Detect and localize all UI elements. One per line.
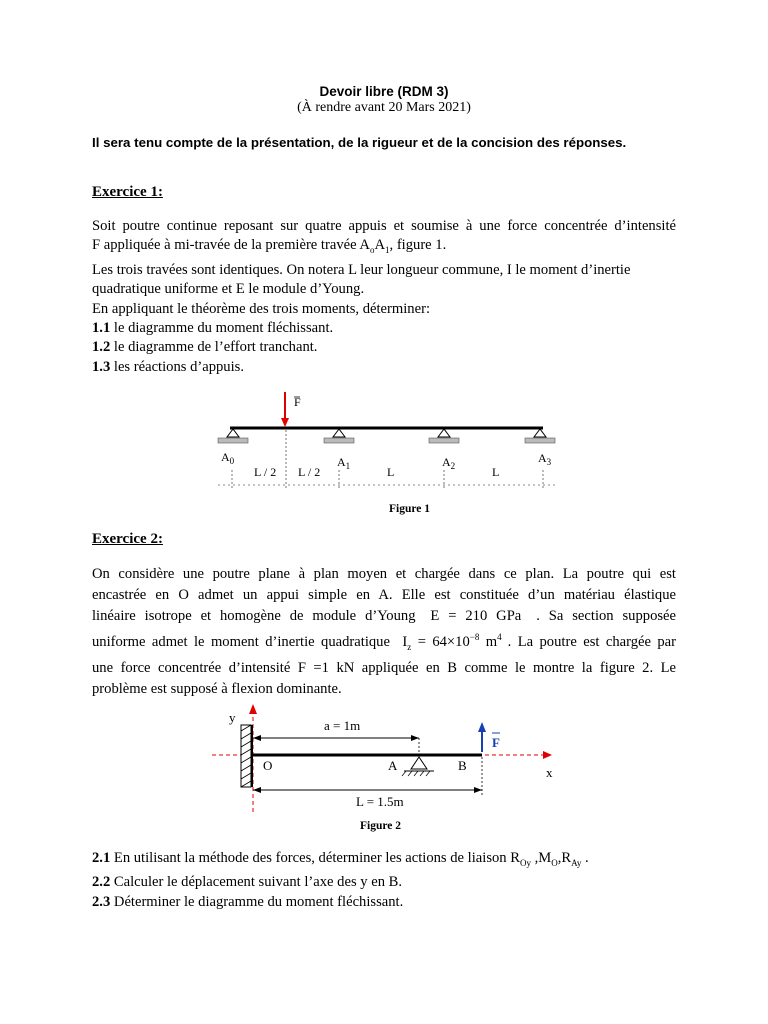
ex1-item-3: 1.3 les réactions d’appuis. bbox=[92, 358, 244, 375]
fig2-y-label: y bbox=[229, 710, 236, 725]
ex2-line-5: une force concentrée d’intensité F =1 kN appliquée en B comme le montre la figure 2. Le bbox=[92, 659, 676, 676]
fig2-label-B: B bbox=[458, 758, 467, 773]
ex2-inertia: $I_z = 64\times 10^{-8}$ $m^4$ bbox=[402, 632, 502, 652]
fig1-force-arrowhead bbox=[281, 418, 289, 427]
fig1-support-A3 bbox=[525, 429, 555, 443]
page-title: Devoir libre (RDM 3) bbox=[319, 84, 449, 99]
fig1-force-label: F bbox=[294, 395, 301, 409]
ex2-line-1: On considère une poutre plane à plan moyen et chargée dans ce plan. La poutre qui est bbox=[92, 566, 676, 582]
exercise-2-questions bbox=[92, 849, 692, 912]
fig1-label-A0: $A_0$ bbox=[221, 450, 235, 466]
exercise-2-text bbox=[92, 564, 676, 700]
fig1-support-A2 bbox=[429, 429, 459, 443]
ex1-p1b-sub0: o bbox=[369, 245, 375, 256]
fig2-caption: Figure 2 bbox=[360, 820, 401, 832]
ex1-p1b-a: A bbox=[374, 237, 386, 254]
ex1-p1b-pre: F appliquée à mi-travée de la première travée A bbox=[92, 237, 370, 254]
notice: Il sera tenu compte de la présentation, de la rigueur et de la concision des réponses. bbox=[92, 135, 627, 150]
fig2-L-label: L = 1.5m bbox=[356, 794, 404, 809]
figure-1 bbox=[0, 385, 768, 520]
ex1-p2: Les trois travées sont identiques. On notera L leur longueur commune, I le moment d’inertie quadratique uniforme et E le module d’Young. bbox=[92, 261, 631, 298]
ex2-young-modulus: E = 210 GPa bbox=[430, 608, 522, 624]
page-subtitle: (À rendre avant 20 Mars 2021) bbox=[297, 100, 471, 115]
exercise-2-heading: Exercice 2: bbox=[92, 531, 163, 547]
question-2-3: 2.3 Déterminer le diagramme du moment fléchissant. bbox=[92, 893, 404, 910]
ex1-p1b-sub1: 1 bbox=[385, 245, 390, 256]
fig1-label-A2: $A_2$ bbox=[442, 455, 456, 471]
ex2-line-4: uniforme admet le moment d’inertie quadratique $I_z = 64\times 10^{-8}$ $m^4$ . La poutre est chargée par bbox=[92, 632, 677, 652]
exercise-1-text bbox=[92, 217, 676, 377]
fig1-support-A0 bbox=[218, 429, 248, 443]
ex2-line-3: linéaire isotrope et homogène de module d’Young E = 210 GPa . Sa section supposée bbox=[92, 608, 676, 624]
question-2-2: 2.2 Calculer le déplacement suivant l’axe des y en B. bbox=[92, 874, 403, 891]
exercise-1-heading: Exercice 1: bbox=[92, 184, 163, 200]
fig2-label-O: O bbox=[263, 758, 273, 773]
fig2-force-arrowhead bbox=[478, 722, 486, 732]
ex1-item-2: 1.2 le diagramme de l’effort tranchant. bbox=[92, 339, 318, 356]
fig1-span-3: L bbox=[387, 465, 395, 479]
fig1-label-A3: $A_3$ bbox=[538, 451, 552, 467]
fig2-force-label: F bbox=[492, 735, 500, 750]
ex1-p1a: Soit poutre continue reposant sur quatre appuis et soumise à une force concentrée d’intensité bbox=[92, 218, 676, 234]
ex2-line-6: problème est supposé à flexion dominante. bbox=[92, 680, 342, 697]
fig1-span-1: L / 2 bbox=[254, 465, 277, 479]
figure-2 bbox=[0, 695, 768, 840]
fig2-x-label: x bbox=[546, 765, 553, 780]
fig2-label-A: A bbox=[388, 758, 398, 773]
fig1-span-4: L bbox=[492, 465, 500, 479]
ex1-p3: En appliquant le théorème des trois moments, déterminer: bbox=[92, 300, 430, 317]
fig1-label-A1: $A_1$ bbox=[337, 455, 351, 471]
fig2-a-label: a = 1m bbox=[324, 718, 361, 733]
ex1-p1b bbox=[92, 236, 676, 260]
fig1-support-A1 bbox=[324, 429, 354, 443]
ex2-line-2: encastrée en O admet un appui simple en A. Elle est constituée d’un matériau élastique bbox=[92, 587, 676, 603]
fig1-span-2: L / 2 bbox=[298, 465, 321, 479]
fig1-caption: Figure 1 bbox=[389, 503, 430, 515]
question-2-1: 2.1 En utilisant la méthode des forces, déterminer les actions de liaison $R_{Oy}$ $,M_O,R_{Ay}$ . bbox=[92, 850, 589, 868]
ex1-p1b-post: , figure 1. bbox=[389, 237, 447, 254]
ex1-item-1: 1.1 le diagramme du moment fléchissant. bbox=[92, 319, 334, 336]
fig2-support-A bbox=[402, 757, 434, 776]
